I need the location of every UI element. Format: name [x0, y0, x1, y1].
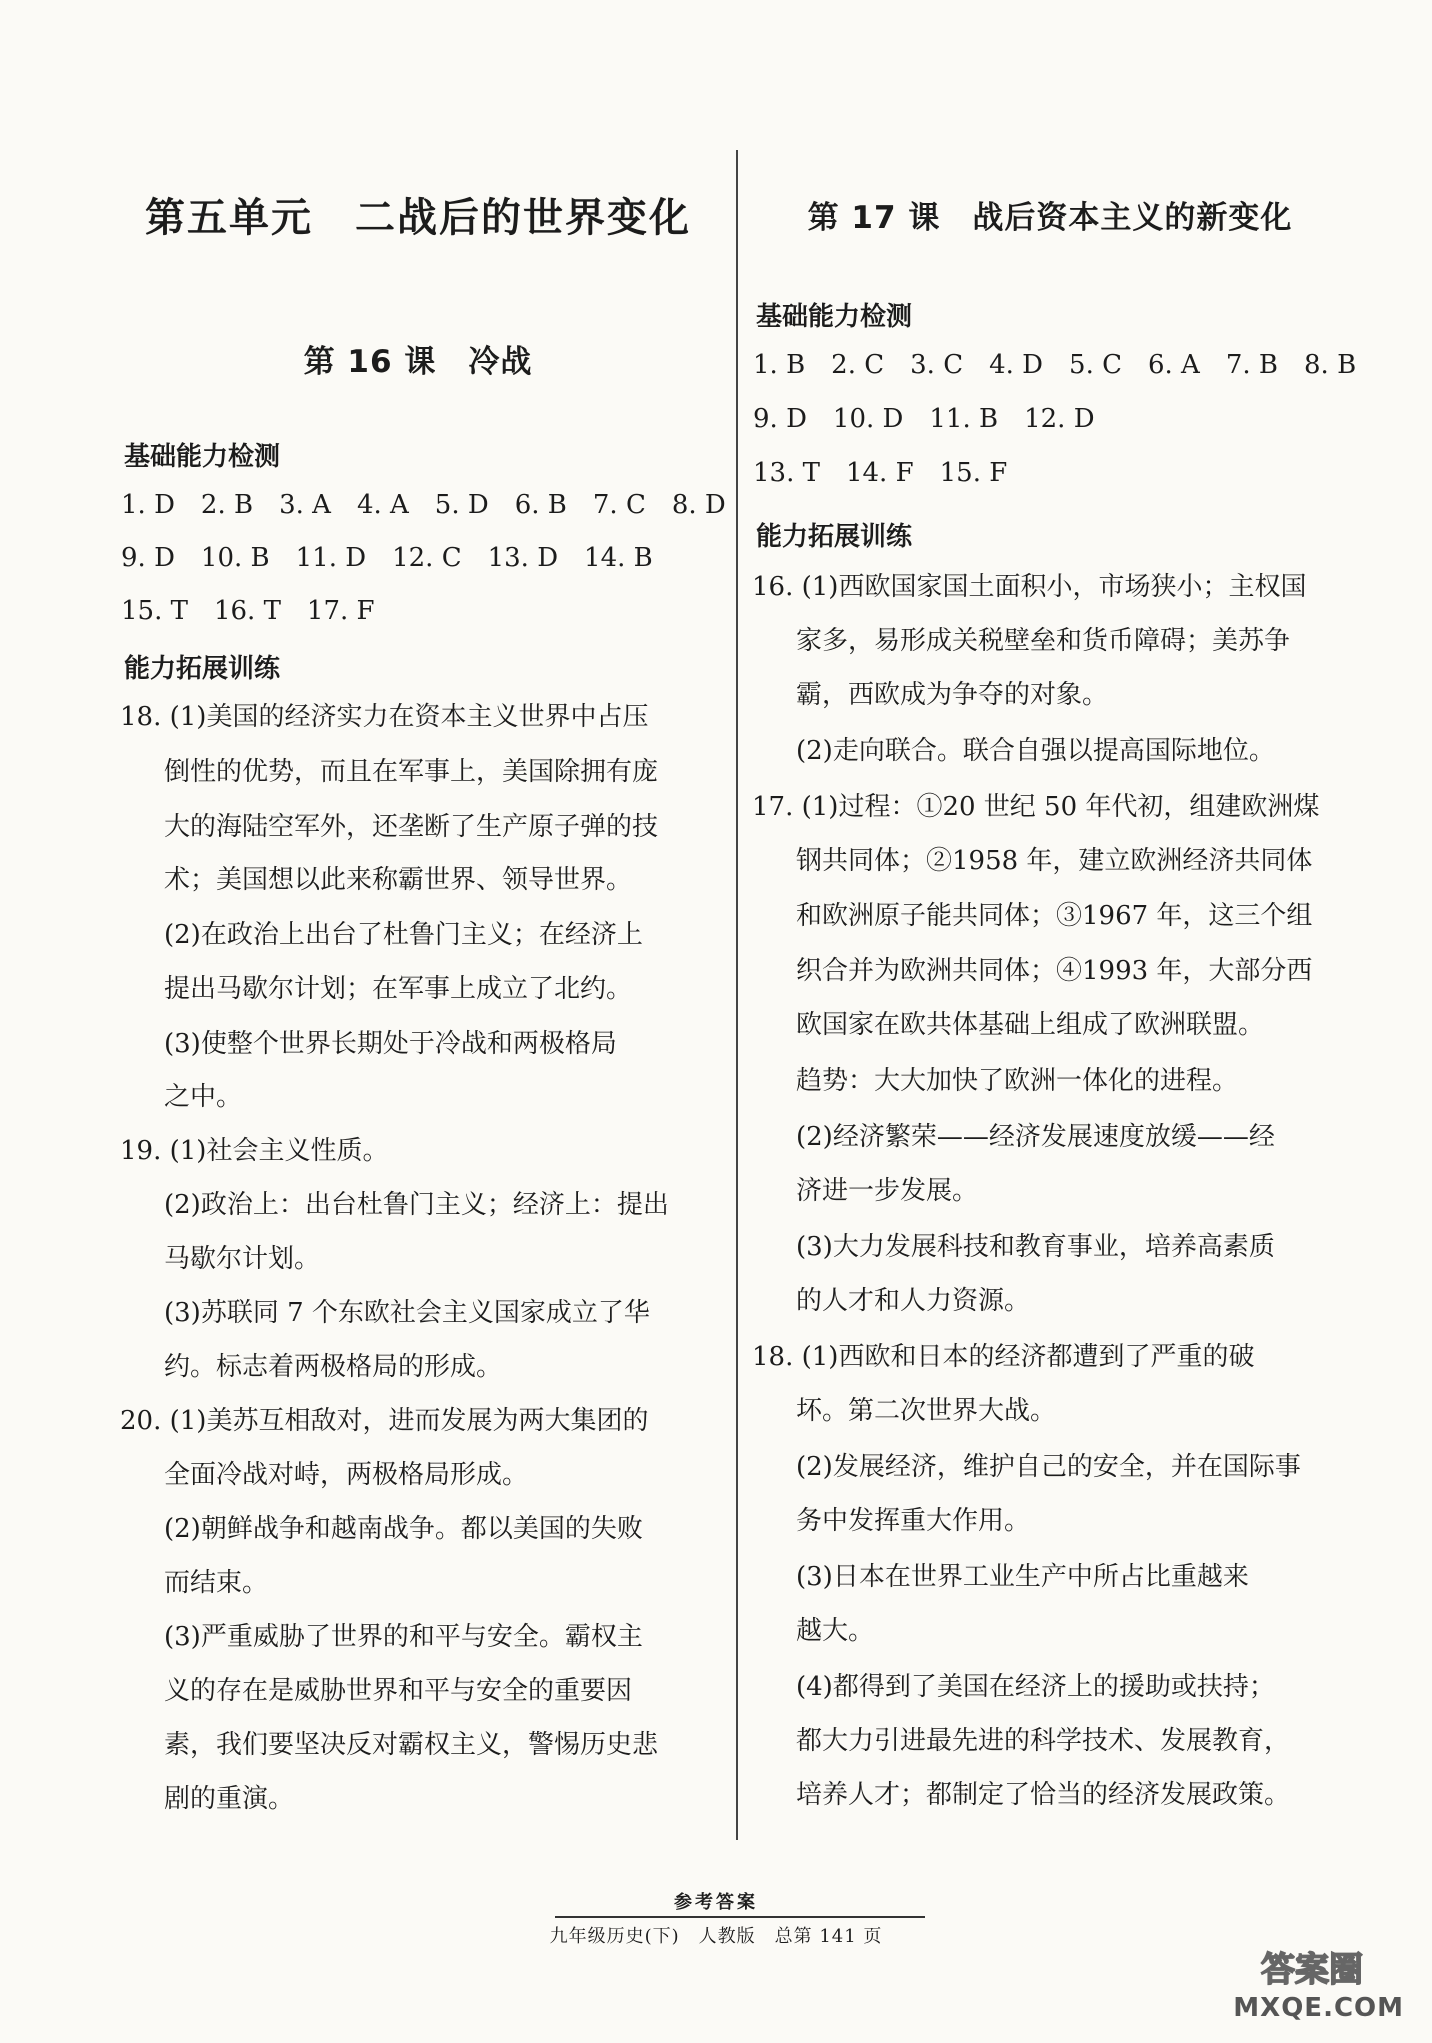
left-basic-section-heading: 基础能力检测	[124, 442, 281, 472]
watermark-logo-text: 答案圈	[1261, 1950, 1363, 1990]
left-answer-row: 1. D 2. B 3. A 4. A 5. D 6. B 7. C 8. D	[121, 490, 726, 520]
answer-line: 家多，易形成关税壁垒和货币障碍；美苏争	[796, 626, 1291, 656]
answer-line: (3)日本在世界工业生产中所占比重越来	[796, 1562, 1249, 1592]
answer-line: 务中发挥重大作用。	[796, 1506, 1031, 1536]
answer-line: (2)在政治上出台了杜鲁门主义；在经济上	[164, 920, 643, 950]
answer-line: 18. (1)美国的经济实力在资本主义世界中占压	[120, 702, 649, 732]
answer-line: 16. (1)西欧国家国土面积小，市场狭小；主权国	[752, 572, 1307, 602]
answer-line: 剧的重演。	[164, 1784, 295, 1814]
right-answer-row: 1. B 2. C 3. C 4. D 5. C 6. A 7. B 8. B	[753, 350, 1357, 380]
answer-line: 全面冷战对峙，两极格局形成。	[164, 1460, 529, 1490]
answer-line: 钢共同体；②1958 年，建立欧洲经济共同体	[796, 846, 1313, 876]
answer-line: 提出马歇尔计划；在军事上成立了北约。	[164, 974, 633, 1004]
footer-book-info: 九年级历史(下) 人教版 总第 141 页	[549, 1926, 883, 1947]
footer-section-label: 参考答案	[674, 1892, 758, 1913]
answer-line: 培养人才；都制定了恰当的经济发展政策。	[796, 1780, 1291, 1810]
right-answer-row: 9. D 10. D 11. B 12. D	[753, 404, 1095, 434]
answer-line: 而结束。	[164, 1568, 269, 1598]
site-watermark	[1222, 1943, 1412, 2023]
answer-line: (3)使整个世界长期处于冷战和两极格局	[164, 1029, 617, 1059]
answer-line: (3)大力发展科技和教育事业，培养高素质	[796, 1232, 1275, 1262]
answer-line: 霸，西欧成为争夺的对象。	[796, 680, 1109, 710]
answer-line: 坏。第二次世界大战。	[796, 1396, 1057, 1426]
answer-line: (2)走向联合。联合自强以提高国际地位。	[796, 736, 1275, 766]
answer-line: 义的存在是威胁世界和平与安全的重要因	[164, 1676, 633, 1706]
unit-title: 第五单元 二战后的世界变化	[145, 195, 691, 241]
answer-line: 越大。	[796, 1616, 875, 1646]
answer-line: 20. (1)美苏互相敌对，进而发展为两大集团的	[120, 1406, 649, 1436]
answer-line: (4)都得到了美国在经济上的援助或扶持；	[796, 1672, 1275, 1702]
lesson-16-title: 第 16 课 冷战	[303, 344, 533, 380]
answer-line: 都大力引进最先进的科学技术、发展教育，	[796, 1726, 1291, 1756]
watermark-text: MXQE.COM	[1233, 1993, 1404, 2023]
footer-rule	[555, 1916, 925, 1918]
answer-line: 和欧洲原子能共同体；③1967 年，这三个组	[796, 901, 1313, 931]
lesson-17-title: 第 17 课 战后资本主义的新变化	[807, 200, 1293, 236]
left-extension-section-heading: 能力拓展训练	[124, 654, 281, 684]
answer-line: 19. (1)社会主义性质。	[120, 1136, 389, 1166]
left-answer-row: 15. T 16. T 17. F	[121, 596, 375, 626]
right-extension-section-heading: 能力拓展训练	[756, 522, 913, 552]
answer-line: (2)发展经济，维护自己的安全，并在国际事	[796, 1452, 1301, 1482]
answer-line: 18. (1)西欧和日本的经济都遭到了严重的破	[752, 1342, 1255, 1372]
left-answer-row: 9. D 10. B 11. D 12. C 13. D 14. B	[121, 543, 653, 573]
answer-line: 欧国家在欧共体基础上组成了欧洲联盟。	[796, 1010, 1265, 1040]
answer-line: 织合并为欧洲共同体；④1993 年，大部分西	[796, 956, 1313, 986]
answer-line: 济进一步发展。	[796, 1176, 979, 1206]
answer-line: (3)苏联同 7 个东欧社会主义国家成立了华	[164, 1298, 650, 1328]
answer-line: 术；美国想以此来称霸世界、领导世界。	[164, 865, 633, 895]
answer-line: (2)政治上：出台杜鲁门主义；经济上：提出	[164, 1190, 669, 1220]
column-divider	[736, 150, 738, 1840]
answer-line: 之中。	[164, 1082, 243, 1112]
right-answer-row: 13. T 14. F 15. F	[753, 458, 1008, 488]
answer-line: 17. (1)过程：①20 世纪 50 年代初，组建欧洲煤	[752, 792, 1320, 822]
answer-line: 约。标志着两极格局的形成。	[164, 1352, 503, 1382]
watermark-logo-icon	[1222, 1943, 1402, 1991]
answer-line: 大的海陆空军外，还垄断了生产原子弹的技	[164, 812, 659, 842]
answer-line: 趋势：大大加快了欧洲一体化的进程。	[796, 1066, 1239, 1096]
right-basic-section-heading: 基础能力检测	[756, 302, 913, 332]
answer-line: (2)朝鲜战争和越南战争。都以美国的失败	[164, 1514, 643, 1544]
answer-line: 素，我们要坚决反对霸权主义，警惕历史悲	[164, 1730, 659, 1760]
answer-line: 的人才和人力资源。	[796, 1286, 1031, 1316]
answer-line: (2)经济繁荣——经济发展速度放缓——经	[796, 1122, 1275, 1152]
answer-line: (3)严重威胁了世界的和平与安全。霸权主	[164, 1622, 643, 1652]
answer-line: 倒性的优势，而且在军事上，美国除拥有庞	[164, 757, 659, 787]
answer-line: 马歇尔计划。	[164, 1244, 321, 1274]
